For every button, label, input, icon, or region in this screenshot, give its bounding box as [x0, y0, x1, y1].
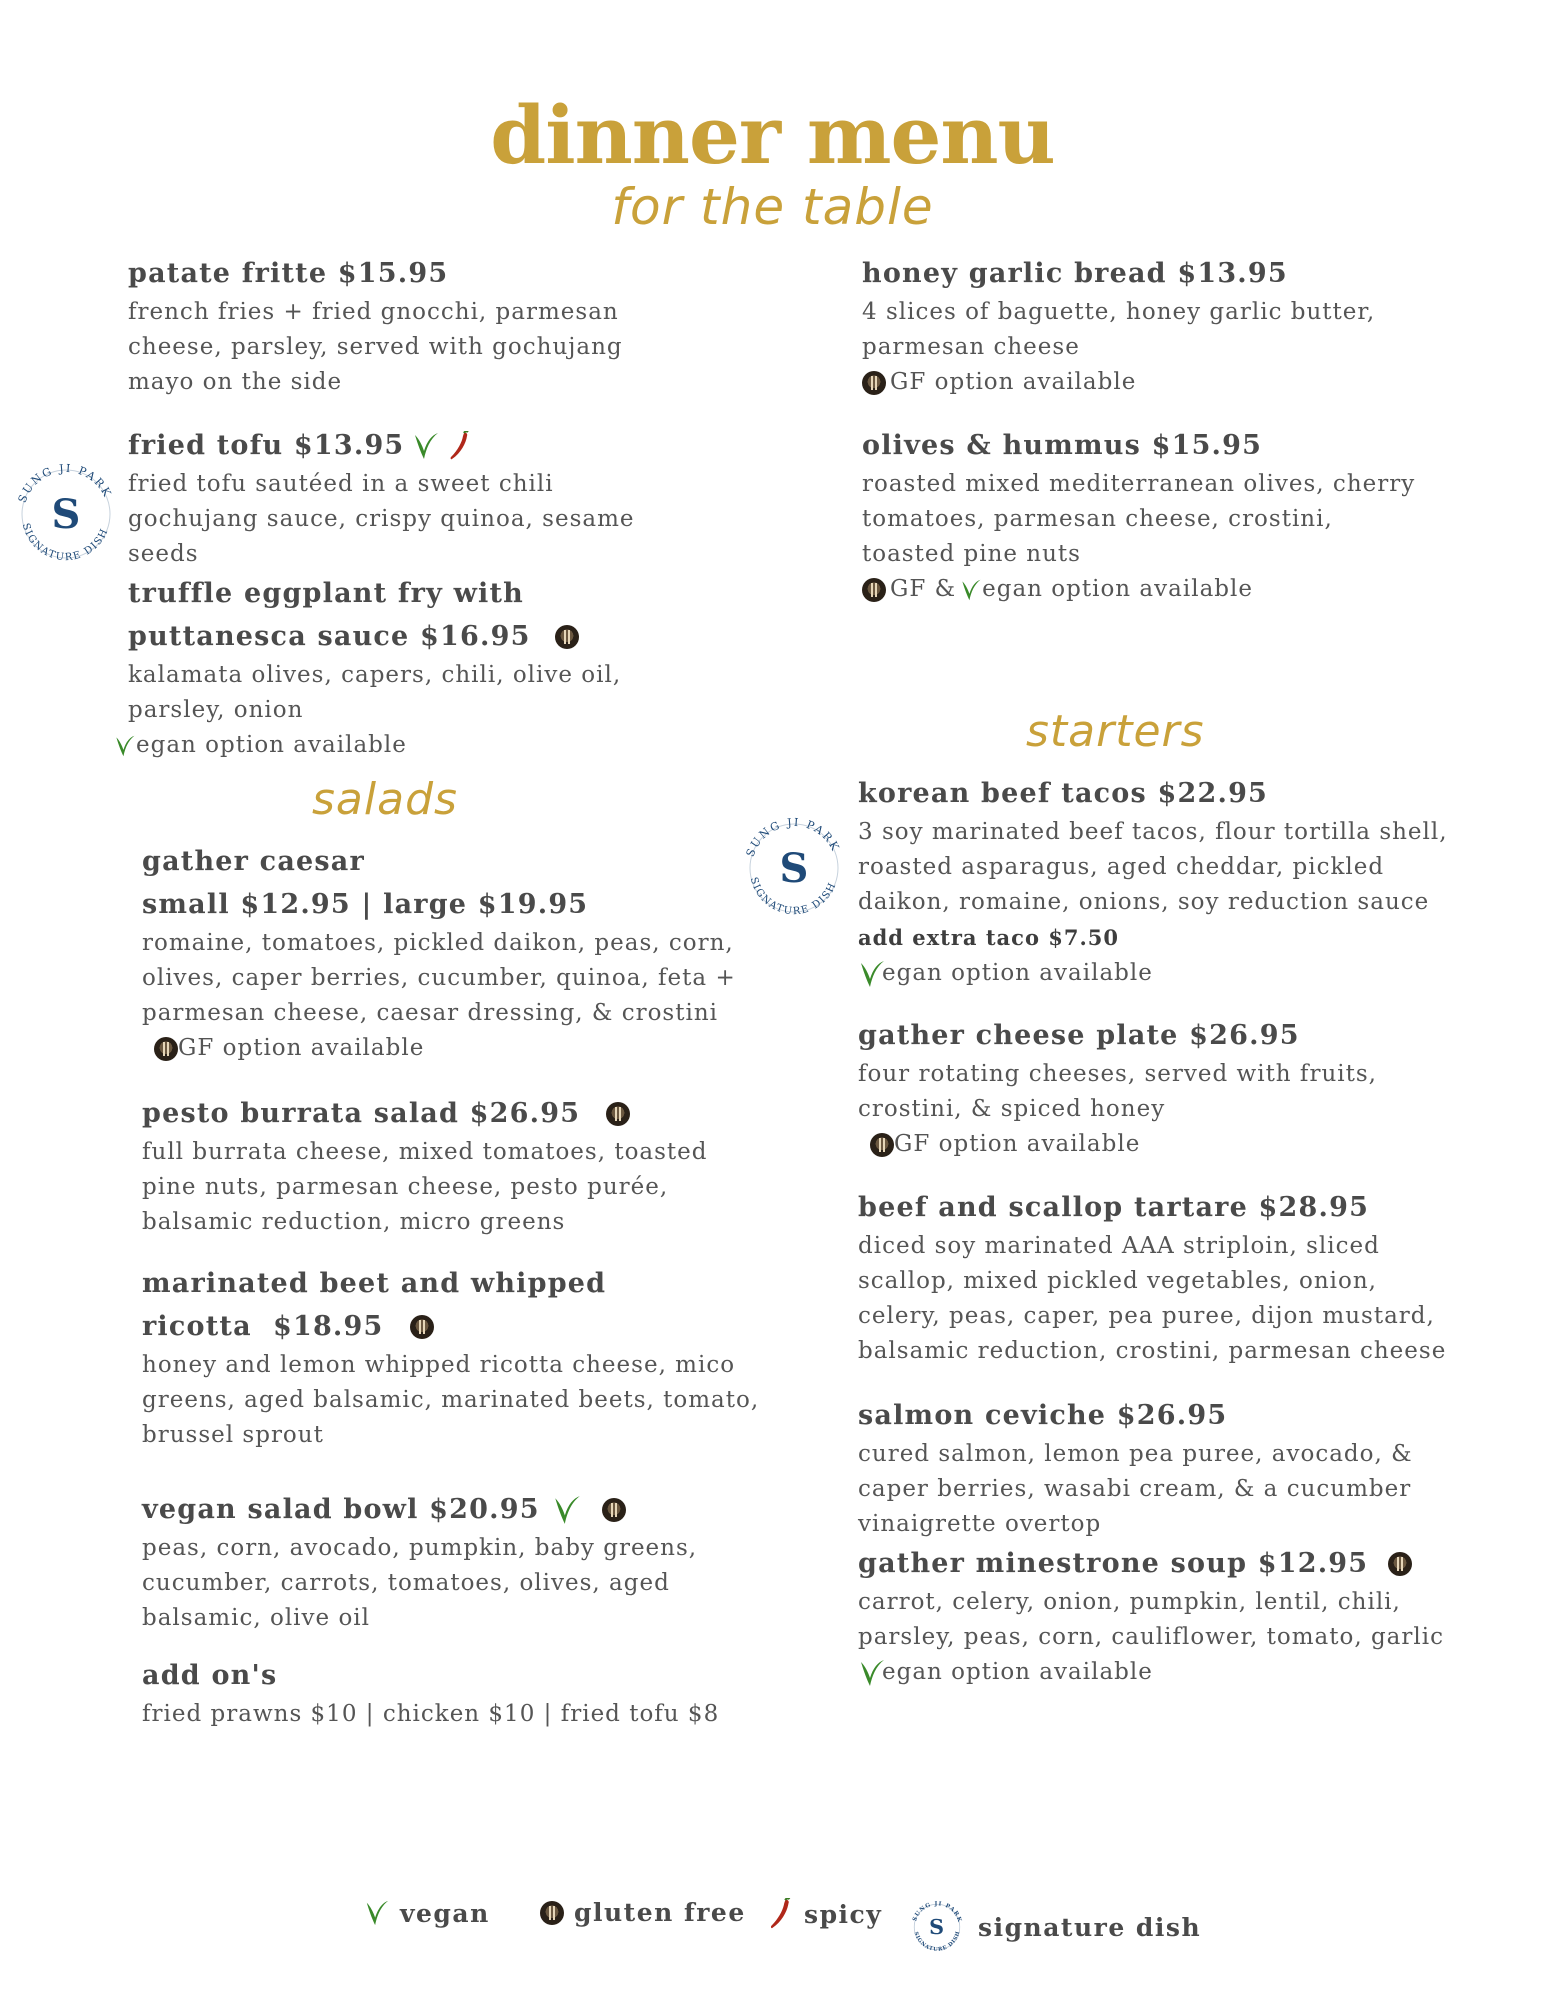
page-title: dinner menu: [490, 88, 1055, 182]
item-desc-line: 3 soy marinated beef tacos, flour tortilla shell,: [858, 819, 1448, 845]
vegan-leaf-icon: [114, 732, 136, 760]
gluten-free-wheat-icon: [870, 1133, 894, 1157]
menu-item-truffle-eggplant: [128, 572, 621, 763]
legend-label: gluten free: [574, 1898, 746, 1927]
item-desc-line: honey and lemon whipped ricotta cheese, mico: [142, 1352, 736, 1378]
item-name: add on's: [142, 1660, 278, 1691]
item-desc-line: fried tofu sautéed in a sweet chili: [128, 471, 554, 497]
item-name: honey garlic bread $13.95: [862, 258, 1288, 289]
item-desc-line: full burrata cheese, mixed tomatoes, toasted: [142, 1139, 708, 1165]
item-note: GF option available: [890, 369, 1137, 395]
item-desc-line: scallop, mixed pickled vegetables, onion,: [858, 1268, 1377, 1294]
menu-item-pesto-burrata: [142, 1092, 708, 1240]
item-desc-line: celery, peas, caper, pea puree, dijon mustard,: [858, 1303, 1435, 1329]
menu-item-patate-fritte: [128, 252, 623, 400]
chili-pepper-icon: [448, 431, 472, 461]
item-desc-line: seeds: [128, 541, 199, 567]
item-desc-line: pine nuts, parmesan cheese, pesto purée,: [142, 1174, 669, 1200]
item-note: egan option available: [136, 732, 407, 758]
menu-item-salmon-ceviche: [858, 1394, 1413, 1542]
legend-vegan: [364, 1898, 490, 1928]
item-desc-line: brussel sprout: [142, 1422, 324, 1448]
menu-item-minestrone-soup: [858, 1542, 1444, 1690]
item-desc-line: crostini, & spiced honey: [858, 1096, 1166, 1122]
section-heading-salads: salads: [312, 774, 458, 825]
item-extra: add extra taco $7.50: [858, 925, 1120, 950]
gluten-free-wheat-icon: [862, 371, 886, 395]
menu-item-vegan-salad-bowl: [142, 1488, 697, 1636]
item-note: GF option available: [178, 1035, 425, 1061]
item-desc-line: balsamic reduction, micro greens: [142, 1209, 566, 1235]
seal-letter: S: [929, 1915, 945, 1940]
item-desc-line: gochujang sauce, crispy quinoa, sesame: [128, 506, 635, 532]
menu-item-korean-beef-tacos: [858, 772, 1448, 991]
vegan-leaf-icon: [552, 1494, 582, 1526]
item-desc-line: roasted mixed mediterranean olives, cherry: [862, 471, 1416, 497]
gluten-free-wheat-icon: [602, 1498, 626, 1522]
item-desc-line: romaine, tomatoes, pickled daikon, peas, corn,: [142, 930, 734, 956]
item-name: olives & hummus $15.95: [862, 430, 1263, 461]
svg-text:SIGNATURE DISH: SIGNATURE DISH: [912, 1930, 962, 1953]
signature-seal-icon: [6, 454, 126, 574]
item-name: korean beef tacos $22.95: [858, 778, 1269, 809]
item-desc-line: parmesan cheese: [862, 334, 1080, 360]
legend-label: signature dish: [978, 1912, 1202, 1942]
item-name-line: puttanesca sauce $16.95: [128, 621, 531, 652]
menu-item-marinated-beet: [142, 1262, 759, 1453]
item-desc-line: cheese, parsley, served with gochujang: [128, 334, 623, 360]
item-name: pesto burrata salad $26.95: [142, 1098, 581, 1129]
item-desc-line: cucumber, carrots, tomatoes, olives, aged: [142, 1570, 670, 1596]
seal-letter: S: [779, 845, 809, 892]
item-note: egan option available: [882, 960, 1153, 986]
item-note: GF option available: [894, 1131, 1141, 1157]
item-desc-line: balsamic reduction, crostini, parmesan cheese: [858, 1338, 1447, 1364]
menu-item-add-ons: [142, 1654, 719, 1732]
signature-seal-icon: [734, 808, 854, 928]
item-desc-line: mayo on the side: [128, 369, 343, 395]
menu-item-fried-tofu: [128, 424, 635, 572]
menu-item-gather-caesar: [142, 840, 736, 1066]
item-name: vegan salad bowl $20.95: [142, 1494, 540, 1525]
item-desc-line: parmesan cheese, caesar dressing, & crostini: [142, 1000, 718, 1026]
item-desc-line: cured salmon, lemon pea puree, avocado, &: [858, 1441, 1413, 1467]
item-name: gather minestrone soup $12.95: [858, 1548, 1369, 1579]
gluten-free-wheat-icon: [606, 1102, 630, 1126]
gluten-free-wheat-icon: [555, 625, 579, 649]
item-desc-line: peas, corn, avocado, pumpkin, baby greens,: [142, 1535, 698, 1561]
item-desc-line: balsamic, olive oil: [142, 1605, 371, 1631]
item-desc-line: carrot, celery, onion, pumpkin, lentil, chili,: [858, 1589, 1401, 1615]
legend-label: vegan: [400, 1898, 490, 1928]
page-subtitle: for the table: [611, 178, 934, 236]
vegan-leaf-icon: [412, 431, 440, 461]
svg-text:SIGNATURE DISH: SIGNATURE DISH: [747, 876, 839, 918]
gluten-free-wheat-icon: [154, 1037, 178, 1061]
item-name: fried tofu $13.95: [128, 430, 405, 461]
item-desc-line: greens, aged balsamic, marinated beets, tomato,: [142, 1387, 760, 1413]
vegan-leaf-icon: [364, 1898, 390, 1928]
item-name: patate fritte $15.95: [128, 258, 449, 289]
item-desc-line: four rotating cheeses, served with fruits,: [858, 1061, 1377, 1087]
item-desc-line: diced soy marinated AAA striploin, sliced: [858, 1233, 1380, 1259]
legend-spicy: [768, 1898, 882, 1930]
menu-item-beef-scallop-tartare: [858, 1186, 1446, 1369]
item-note: GF &: [890, 576, 957, 602]
section-heading-starters: starters: [1026, 706, 1205, 757]
item-name: beef and scallop tartare $28.95: [858, 1192, 1370, 1223]
item-desc-line: toasted pine nuts: [862, 541, 1081, 567]
item-name: salmon ceviche $26.95: [858, 1400, 1228, 1431]
chili-pepper-icon: [768, 1898, 794, 1930]
seal-letter: S: [51, 491, 81, 538]
item-desc-line: fried prawns $10 | chicken $10 | fried tofu $8: [142, 1701, 720, 1727]
item-name-line: small $12.95 | large $19.95: [142, 889, 589, 920]
legend-label: spicy: [804, 1899, 883, 1929]
vegan-leaf-icon: [960, 576, 982, 604]
item-desc-line: olives, caper berries, cucumber, quinoa, feta +: [142, 965, 736, 991]
legend-gluten-free: [540, 1898, 746, 1927]
svg-text:SIGNATURE DISH: SIGNATURE DISH: [19, 522, 111, 564]
item-desc-line: tomatoes, parmesan cheese, crostini,: [862, 506, 1333, 532]
svg-text:SUNG JI PARK: SUNG JI PARK: [15, 461, 115, 505]
item-desc-line: 4 slices of baguette, honey garlic butter,: [862, 299, 1376, 325]
svg-text:SUNG JI PARK: SUNG JI PARK: [912, 1901, 963, 1924]
item-note: egan option available: [982, 576, 1253, 602]
item-name-line: truffle eggplant fry with: [128, 578, 524, 609]
item-desc-line: daikon, romaine, onions, soy reduction sauce: [858, 889, 1430, 915]
gluten-free-wheat-icon: [1388, 1552, 1412, 1576]
item-desc-line: parsley, peas, corn, cauliflower, tomato, garlic: [858, 1624, 1444, 1650]
menu-item-honey-garlic-bread: [862, 252, 1375, 400]
signature-seal-icon: [906, 1896, 968, 1958]
item-desc-line: french fries + fried gnocchi, parmesan: [128, 299, 619, 325]
item-desc-line: parsley, onion: [128, 697, 304, 723]
item-name-line: ricotta $18.95: [142, 1311, 384, 1342]
gluten-free-wheat-icon: [410, 1315, 434, 1339]
menu-item-gather-cheese-plate: [858, 1014, 1377, 1162]
svg-text:SUNG JI PARK: SUNG JI PARK: [743, 815, 843, 859]
item-desc-line: roasted asparagus, aged cheddar, pickled: [858, 854, 1385, 880]
gluten-free-wheat-icon: [540, 1901, 564, 1925]
item-desc-line: vinaigrette overtop: [858, 1511, 1102, 1537]
legend-signature: [906, 1896, 1201, 1958]
item-desc-line: caper berries, wasabi cream, & a cucumber: [858, 1476, 1412, 1502]
item-name: gather cheese plate $26.95: [858, 1020, 1300, 1051]
item-name-line: gather caesar: [142, 846, 365, 877]
item-name-line: marinated beet and whipped: [142, 1268, 607, 1299]
item-note: egan option available: [882, 1659, 1153, 1685]
item-desc-line: kalamata olives, capers, chili, olive oil,: [128, 662, 622, 688]
gluten-free-wheat-icon: [862, 578, 886, 602]
menu-item-olives-hummus: [862, 424, 1415, 607]
